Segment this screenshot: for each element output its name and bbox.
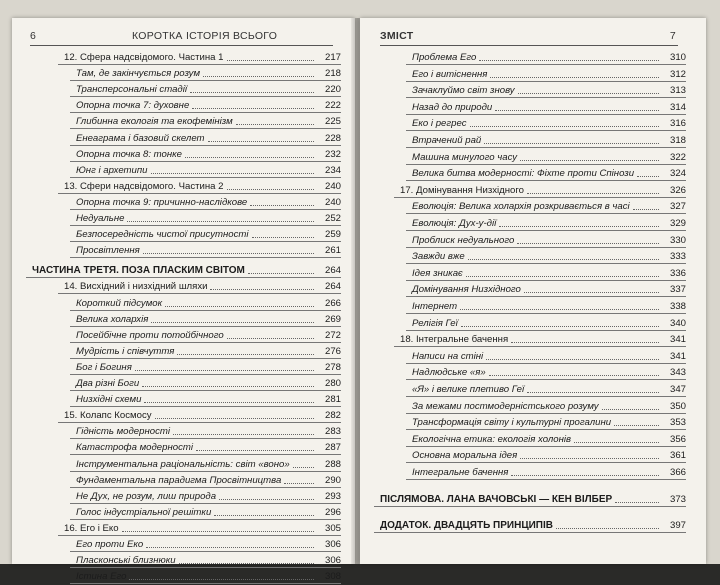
dot-leader xyxy=(155,418,314,419)
toc-entry-title: Втрачений рай xyxy=(412,135,482,146)
toc-section-entry xyxy=(12,391,355,408)
toc-section-entry xyxy=(360,49,706,66)
dot-leader xyxy=(484,143,659,144)
toc-entry-title: Опорна точка 9: причинно-наслідкове xyxy=(76,196,248,208)
toc-entry-title: Завжди вже xyxy=(412,251,465,263)
toc-entry-page: 276 xyxy=(324,345,341,357)
dot-leader xyxy=(227,338,314,339)
toc-entry-title: Опорна точка 8: тонке xyxy=(76,148,183,160)
toc-section-entry xyxy=(12,375,355,392)
toc-entry-title: Гідність модерності xyxy=(76,426,170,438)
toc-section-entry xyxy=(12,536,355,553)
toc-chapter-entry xyxy=(360,182,706,199)
toc-section-entry xyxy=(12,552,355,569)
toc-entry-page: 326 xyxy=(669,184,686,196)
toc-entry-page: 240 xyxy=(324,180,341,192)
toc-entry-page: 280 xyxy=(324,378,341,389)
dot-leader xyxy=(489,375,659,376)
toc-section-entry xyxy=(360,149,706,166)
dot-leader xyxy=(520,458,659,459)
dot-leader xyxy=(637,176,659,177)
dot-leader xyxy=(250,205,314,206)
dot-leader xyxy=(236,124,314,125)
toc-section-entry xyxy=(12,226,355,243)
dot-leader xyxy=(127,221,314,222)
dot-leader xyxy=(144,402,314,403)
dot-leader xyxy=(227,189,314,190)
toc-section-entry xyxy=(360,265,706,282)
toc-entry-title: Не Дух, не розум, лиш природа xyxy=(76,490,217,502)
toc-entry-title: Проблема Его xyxy=(412,52,477,63)
left-page-number: 6 xyxy=(30,30,37,42)
toc-entry-title: Зачаклуймо світ знову xyxy=(412,85,515,97)
dot-leader xyxy=(129,579,314,580)
toc-entry-title: Фундаментальна парадигма Просвітництва xyxy=(76,474,282,486)
dot-leader xyxy=(252,237,314,238)
toc-entry-page: 356 xyxy=(669,433,686,445)
toc-entry-page: 305 xyxy=(324,522,341,534)
toc-entry-title: ПІСЛЯМОВА. ЛАНА ВАЧОВСЬКІ — КЕН ВІЛБЕР xyxy=(380,493,613,505)
toc-part-heading xyxy=(12,262,355,279)
toc-section-entry xyxy=(360,281,706,298)
toc-entry-title: 17. Домінування Низхідного xyxy=(400,184,525,196)
toc-entry-title: 12. Сфера надсвідомого. Частина 1 xyxy=(64,52,224,63)
dot-leader xyxy=(143,253,314,254)
toc-section-entry xyxy=(12,242,355,259)
toc-entry-title: Написи на стіні xyxy=(412,350,484,362)
left-header-rule xyxy=(30,45,333,46)
toc-entry-title: Трансперсональні стадії xyxy=(76,84,187,96)
toc-section-entry xyxy=(360,115,706,132)
toc-entry-title: Еволюція: Велика холархія розкривається в часі xyxy=(412,201,630,213)
toc-entry-page: 234 xyxy=(324,164,341,176)
toc-section-entry xyxy=(12,295,355,312)
toc-section-entry xyxy=(360,99,706,116)
dot-leader xyxy=(527,392,659,393)
toc-section-entry xyxy=(360,232,706,249)
dot-leader xyxy=(460,309,659,310)
toc-section-entry xyxy=(12,343,355,360)
dot-leader xyxy=(499,226,659,227)
toc-entry-page: 252 xyxy=(324,213,341,224)
toc-entry-page: 312 xyxy=(669,68,686,80)
toc-section-entry xyxy=(12,439,355,456)
toc-entry-title: Назад до природи xyxy=(412,101,493,113)
toc-entry-title: «Я» і велике плетиво Геї xyxy=(412,384,525,395)
toc-entry-page: 306 xyxy=(324,555,341,567)
toc-entry-page: 261 xyxy=(324,245,341,257)
dot-leader xyxy=(602,409,659,410)
dot-leader xyxy=(486,359,659,360)
toc-entry-page: 288 xyxy=(324,458,341,470)
toc-entry-page: 330 xyxy=(669,234,686,246)
toc-part-heading xyxy=(360,517,706,534)
toc-entry-title: 15. Колапс Космосу xyxy=(64,410,152,422)
toc-entry-title: Велика битва модерності: Фіхте проти Спінози xyxy=(412,168,635,180)
toc-entry-page: 272 xyxy=(324,329,341,341)
toc-section-entry xyxy=(12,113,355,130)
toc-entry-title: Глибинна екологія та екофемінізм xyxy=(76,116,233,128)
dot-leader xyxy=(495,110,659,111)
toc-chapter-entry xyxy=(12,278,355,295)
toc-entry-page: 366 xyxy=(669,467,686,478)
dot-leader xyxy=(151,173,314,174)
dot-leader xyxy=(185,157,314,158)
toc-chapter-entry xyxy=(12,178,355,195)
dot-leader xyxy=(208,141,314,142)
dot-leader xyxy=(151,322,314,323)
toc-section-entry xyxy=(360,82,706,99)
toc-entry-title: Два різні Боги xyxy=(76,378,140,389)
toc-entry-title: 14. Висхідний і низхідний шляхи xyxy=(64,281,208,293)
toc-entry-title: ДОДАТОК. ДВАДЦЯТЬ ПРИНЦИПІВ xyxy=(380,520,553,532)
toc-section-entry xyxy=(12,97,355,114)
dot-leader xyxy=(511,342,659,343)
toc-entry-title: 16. Его і Еко xyxy=(64,522,119,534)
dot-leader xyxy=(210,289,314,290)
toc-entry-page: 337 xyxy=(669,284,686,296)
dot-leader xyxy=(293,467,314,468)
toc-entry-page: 324 xyxy=(669,168,686,180)
toc-entry-page: 225 xyxy=(324,116,341,128)
entry-underline xyxy=(70,257,341,258)
toc-section-entry xyxy=(360,414,706,431)
toc-entry-page: 316 xyxy=(669,118,686,130)
toc-entry-title: Домінування Низхідного xyxy=(412,284,521,296)
toc-entry-title: Релігія Геї xyxy=(412,317,458,329)
dot-leader xyxy=(574,442,659,443)
toc-section-entry xyxy=(360,215,706,232)
toc-section-entry xyxy=(360,165,706,182)
toc-entry-page: 343 xyxy=(669,367,686,379)
toc-entry-page: 287 xyxy=(324,442,341,454)
dot-leader xyxy=(468,259,659,260)
toc-entry-title: Еволюція: Дух-у-дії xyxy=(412,218,497,229)
toc-entry-page: 281 xyxy=(324,394,341,406)
dot-leader xyxy=(527,193,659,194)
toc-entry-title: Голос індустріальної решітки xyxy=(76,506,212,518)
toc-entry-page: 313 xyxy=(669,85,686,97)
toc-entry-title: За межами постмодерністського розуму xyxy=(412,400,599,412)
toc-section-entry xyxy=(360,132,706,149)
toc-section-entry xyxy=(12,488,355,505)
toc-entry-page: 290 xyxy=(324,474,341,486)
toc-chapter-entry xyxy=(12,407,355,424)
dot-leader xyxy=(190,92,314,93)
dot-leader xyxy=(511,475,659,476)
entry-underline xyxy=(374,532,686,533)
toc-section-entry xyxy=(12,146,355,163)
toc-entry-page: 333 xyxy=(669,251,686,263)
toc-entry-title: Короткий підсумок xyxy=(76,297,163,309)
toc-section-entry xyxy=(360,198,706,215)
toc-entry-title: Основна моральна ідея xyxy=(412,450,518,462)
toc-entry-page: 310 xyxy=(669,52,686,63)
right-page-number: 7 xyxy=(669,30,676,42)
toc-section-entry xyxy=(12,568,355,585)
dot-leader xyxy=(203,76,314,77)
toc-entry-page: 306 xyxy=(324,539,341,550)
toc-entry-title: Катастрофа модерності xyxy=(76,442,193,454)
toc-entry-page: 336 xyxy=(669,267,686,279)
toc-section-entry xyxy=(360,431,706,448)
toc-section-entry xyxy=(360,315,706,332)
toc-entry-title: Надлюдське «я» xyxy=(412,367,486,379)
dot-leader xyxy=(219,499,314,500)
toc-entry-title: Там, де закінчується розум xyxy=(76,68,201,80)
toc-part-heading xyxy=(360,491,706,508)
toc-entry-title: Еко і регрес xyxy=(412,118,467,130)
toc-section-entry xyxy=(12,81,355,98)
toc-section-entry xyxy=(360,248,706,265)
toc-section-entry xyxy=(12,472,355,489)
toc-entry-page: 296 xyxy=(324,506,341,518)
dot-leader xyxy=(196,450,314,451)
toc-entry-page: 318 xyxy=(669,135,686,146)
dot-leader xyxy=(461,326,659,327)
toc-entry-page: 341 xyxy=(669,334,686,346)
dot-leader xyxy=(614,425,659,426)
dot-leader xyxy=(177,354,314,355)
toc-section-entry xyxy=(360,447,706,464)
toc-entry-page: 350 xyxy=(669,400,686,412)
toc-entry-title: Пласконські близнюки xyxy=(76,555,176,567)
toc-section-entry xyxy=(12,210,355,227)
toc-entry-page: 278 xyxy=(324,361,341,373)
toc-entry-page: 347 xyxy=(669,384,686,395)
dot-leader xyxy=(479,60,659,61)
dot-leader xyxy=(517,243,659,244)
toc-section-entry xyxy=(360,464,706,481)
dot-leader xyxy=(490,77,659,78)
toc-entry-page: 283 xyxy=(324,426,341,438)
toc-section-entry xyxy=(12,311,355,328)
toc-entry-page: 293 xyxy=(324,490,341,502)
dot-leader xyxy=(556,528,659,529)
toc-section-entry xyxy=(360,381,706,398)
toc-entry-page: 232 xyxy=(324,148,341,160)
toc-entry-title: Інтегральне бачення xyxy=(412,467,509,478)
dot-leader xyxy=(284,483,314,484)
toc-entry-title: Посейбічне проти потойбічного xyxy=(76,329,224,341)
toc-entry-title: Недуальне xyxy=(76,213,125,224)
toc-entry-page: 217 xyxy=(324,52,341,63)
toc-entry-page: 341 xyxy=(669,350,686,362)
toc-entry-title: Просвітлення xyxy=(76,245,140,257)
dot-leader xyxy=(192,108,314,109)
dot-leader xyxy=(165,306,314,307)
dot-leader xyxy=(520,160,659,161)
toc-entry-title: Екологічна етика: екологія холонів xyxy=(412,433,572,445)
entry-underline xyxy=(374,506,686,507)
toc-entry-title: Мудрість і співчуття xyxy=(76,345,175,357)
toc-entry-title: ЧАСТИНА ТРЕТЯ. ПОЗА ПЛАСКИМ СВІТОМ xyxy=(32,265,245,277)
toc-entry-title: 18. Інтегральне бачення xyxy=(400,334,509,346)
right-page xyxy=(360,18,706,564)
dot-leader xyxy=(173,434,314,435)
toc-section-entry xyxy=(12,423,355,440)
toc-entry-page: 228 xyxy=(324,132,341,144)
toc-entry-page: 259 xyxy=(324,229,341,241)
toc-entry-page: 314 xyxy=(669,101,686,113)
toc-entry-title: Велика холархія xyxy=(76,313,149,325)
toc-entry-page: 264 xyxy=(324,265,341,277)
toc-entry-page: 269 xyxy=(324,313,341,325)
toc-section-entry xyxy=(360,348,706,365)
toc-entry-page: 264 xyxy=(324,281,341,293)
toc-section-entry xyxy=(12,359,355,376)
toc-section-entry xyxy=(360,364,706,381)
toc-entry-page: 222 xyxy=(324,100,341,112)
toc-entry-page: 218 xyxy=(324,68,341,80)
toc-entry-page: 266 xyxy=(324,297,341,309)
toc-entry-page: 308 xyxy=(324,571,341,583)
toc-entry-title: Трансформація світу і культурні прогалини xyxy=(412,417,612,429)
toc-section-entry xyxy=(12,456,355,473)
toc-entry-page: 322 xyxy=(669,151,686,163)
dot-leader xyxy=(466,276,659,277)
toc-section-entry xyxy=(12,327,355,344)
entry-underline xyxy=(70,583,341,584)
left-page xyxy=(12,18,355,583)
toc-section-entry xyxy=(360,298,706,315)
toc-entry-page: 220 xyxy=(324,84,341,96)
toc-entry-page: 353 xyxy=(669,417,686,429)
toc-entry-title: Безпосередність чистої присутності xyxy=(76,229,249,241)
toc-section-entry xyxy=(360,398,706,415)
dot-leader xyxy=(470,126,659,127)
toc-entry-page: 340 xyxy=(669,317,686,329)
dot-leader xyxy=(615,502,659,503)
dot-leader xyxy=(122,531,314,532)
dot-leader xyxy=(135,370,314,371)
toc-entry-page: 282 xyxy=(324,410,341,422)
toc-entry-title: Машина минулого часу xyxy=(412,151,518,163)
toc-entry-page: 327 xyxy=(669,201,686,213)
toc-section-entry xyxy=(12,504,355,521)
toc-entry-title: Юнг і архетипи xyxy=(76,164,148,176)
dot-leader xyxy=(524,292,659,293)
toc-section-entry xyxy=(12,194,355,211)
dot-leader xyxy=(633,209,659,210)
dot-leader xyxy=(146,547,314,548)
toc-section-entry xyxy=(12,65,355,82)
toc-entry-title: Низхідні схеми xyxy=(76,394,142,406)
dot-leader xyxy=(248,273,314,274)
toc-entry-title: Бог і Богиня xyxy=(76,361,132,373)
dot-leader xyxy=(214,515,314,516)
toc-entry-title: Его і витіснення xyxy=(412,68,488,80)
toc-entry-title: Інструментальна раціональність: світ «воно» xyxy=(76,458,290,470)
toc-chapter-entry xyxy=(12,49,355,66)
toc-entry-page: 397 xyxy=(669,520,686,532)
right-running-title: ЗМІСТ xyxy=(380,30,414,42)
toc-entry-title: Ідея зникає xyxy=(412,267,463,279)
dot-leader xyxy=(227,60,314,61)
toc-entry-title: Опорна точка 7: духовне xyxy=(76,100,190,112)
toc-section-entry xyxy=(360,66,706,83)
toc-entry-title: Інтернет xyxy=(412,301,458,312)
toc-entry-title: Істина Его xyxy=(76,571,127,583)
toc-entry-title: 13. Сфери надсвідомого. Частина 2 xyxy=(64,180,224,192)
toc-entry-title: Его проти Еко xyxy=(76,539,144,550)
toc-entry-page: 329 xyxy=(669,218,686,229)
dot-leader xyxy=(142,386,314,387)
left-running-title: КОРОТКА ІСТОРІЯ ВСЬОГО xyxy=(132,30,278,42)
toc-entry-page: 361 xyxy=(669,450,686,462)
dot-leader xyxy=(518,93,659,94)
toc-entry-page: 240 xyxy=(324,196,341,208)
toc-chapter-entry xyxy=(12,520,355,537)
toc-entry-title: Енеаграма і базовий скелет xyxy=(76,132,205,144)
entry-underline xyxy=(406,479,686,480)
toc-entry-title: Проблиск недуального xyxy=(412,234,515,246)
toc-section-entry xyxy=(12,130,355,147)
toc-section-entry xyxy=(12,162,355,179)
right-header-rule xyxy=(380,45,678,46)
toc-entry-page: 338 xyxy=(669,301,686,312)
toc-chapter-entry xyxy=(360,331,706,348)
toc-entry-page: 373 xyxy=(669,493,686,505)
